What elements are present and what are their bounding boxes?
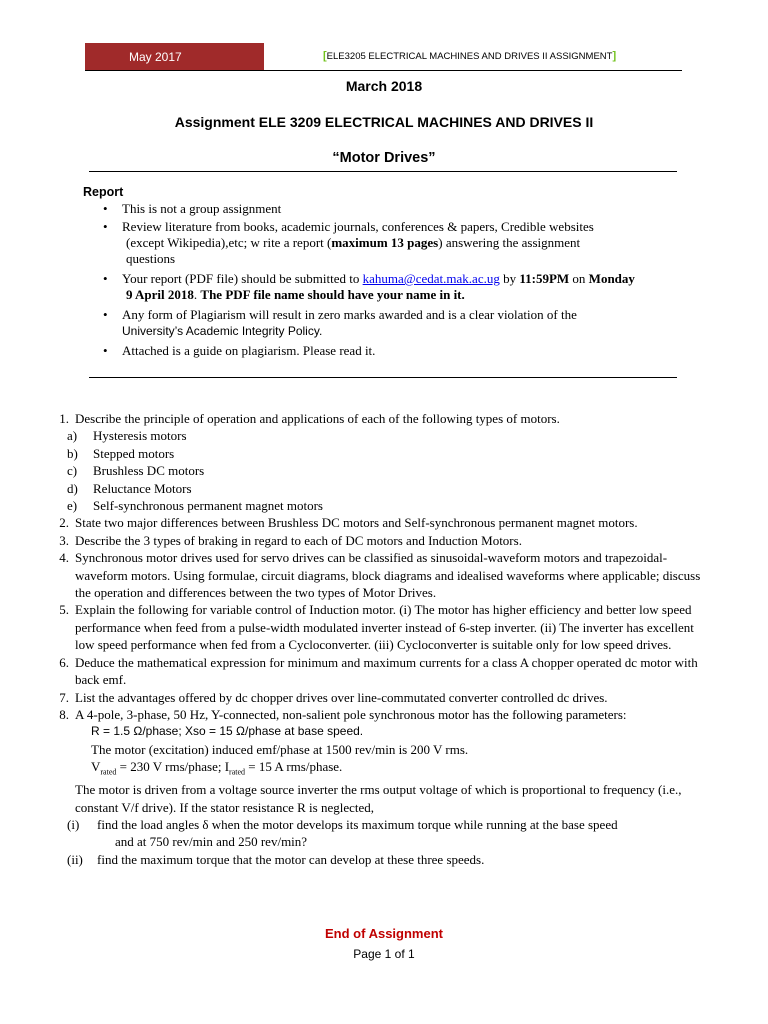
list-item: d) Reluctance Motors <box>67 480 192 496</box>
question-3: 3. Describe the 3 types of braking in regard to each of DC motors and Induction Motors. <box>59 532 522 548</box>
question-5: 5. Explain the following for variable control of Induction motor. (i) The motor has higher efficiency and better low speed performance when feed from a pulse-width modulated inverter instead of 6-step inverter. (ii) The inverter has excellent low speed performance when fed from a Cycloconverter. (iii) Cycloconverter is suitable only for low speed drives. <box>59 602 694 653</box>
bottom-divider <box>89 377 677 378</box>
question-8: 8. A 4-pole, 3-phase, 50 Hz, Y-connected, non-salient pole synchronous motor has the following parameters: <box>59 706 627 722</box>
report-bullet: • Review literature from books, academic journals, conferences & papers, Credible websites (except Wikipedia),etc; w rite a report (maximum 13 pages) answering the assignment questions <box>100 219 700 267</box>
q8-parameters: R = 1.5 Ω/phase; Xso = 15 Ω/phase at base speed. The motor (excitation) induced emf/phase at 1500 rev/min is 200 V rms. $V_{rated} = 230$ V rms/phase; $I_{rated} = 15$ A rms/phase. <box>91 724 469 777</box>
course-title: ELE3205 ELECTRICAL MACHINES AND DRIVES II ASSIGNMENT <box>326 51 613 62</box>
date-tab-label: May 2017 <box>129 50 182 64</box>
list-item: c) Brushless DC motors <box>67 463 205 479</box>
header-title <box>323 50 616 62</box>
question-4: 4. Synchronous motor drives used for servo drives can be classified as sinusoidal-waveform motors and trapezoidal-waveform motors. Using formulae, circuit diagrams, block diagrams and idealised waveforms where applicable; discuss the operation and differences between the two types of Motor Drives. <box>59 550 701 601</box>
report-bullet: • This is not a group assignment <box>100 201 700 217</box>
motor-types-list <box>45 427 705 514</box>
report-bullet: • Attached is a guide on plagiarism. Please read it. <box>100 343 700 359</box>
bracket-open: [ <box>323 50 327 62</box>
list-item: e) Self-synchronous permanent magnet motors <box>67 498 323 514</box>
question-1: 1. Describe the principle of operation and applications of each of the following types of motors. <box>59 411 560 426</box>
page-number: Page 1 of 1 <box>353 947 415 961</box>
list-item: b) Stepped motors <box>67 445 175 461</box>
question-7: 7. List the advantages offered by dc chopper drives over line-commutated converter controlled dc drives. <box>59 689 608 705</box>
top-divider <box>89 171 677 172</box>
question-list <box>45 410 705 868</box>
bracket-close: ] <box>612 50 617 62</box>
date-tab <box>85 43 264 71</box>
month-heading: March 2018 <box>345 78 423 94</box>
report-bullet: • Your report (PDF file) should be submitted to kahuma@cedat.mak.ac.ug by 11:59PM on Monday 9 April 2018. The PDF file name should have your name in it. <box>100 271 700 303</box>
q8-drive-text: The motor is driven from a voltage source inverter the rms output voltage of which is proportional to frequency (i.e., constant V/f drive). If the stator resistance R is neglected, <box>75 782 682 815</box>
list-item: a) Hysteresis motors <box>67 428 187 444</box>
question-6: 6. Deduce the mathematical expression for minimum and maximum currents for a class A chopper operated dc motor with back emf. <box>59 654 698 688</box>
topic-heading: “Motor Drives” <box>332 150 436 166</box>
question-2: 2. State two major differences between Brushless DC motors and Self-synchronous permanent magnet motors. <box>59 515 638 531</box>
email-link[interactable]: kahuma@cedat.mak.ac.ug <box>362 271 500 286</box>
q8-part-i-cont: and at 750 rev/min and 250 rev/min? <box>115 834 308 850</box>
report-bullets <box>100 201 700 361</box>
assignment-title: Assignment ELE 3209 ELECTRICAL MACHINES AND DRIVES II <box>174 114 594 130</box>
header-divider <box>85 70 682 71</box>
q8-part-i: (i) find the load angles δ when the motor develops its maximum torque while running at the base speed <box>67 816 618 832</box>
report-label: Report <box>83 185 124 199</box>
q8-part-ii: (ii) find the maximum torque that the motor can develop at these three speeds. <box>67 851 485 867</box>
report-bullet: • Any form of Plagiarism will result in zero marks awarded and is a clear violation of the University’s Academic Integrity Policy. <box>100 307 700 339</box>
end-of-assignment: End of Assignment <box>325 926 443 941</box>
